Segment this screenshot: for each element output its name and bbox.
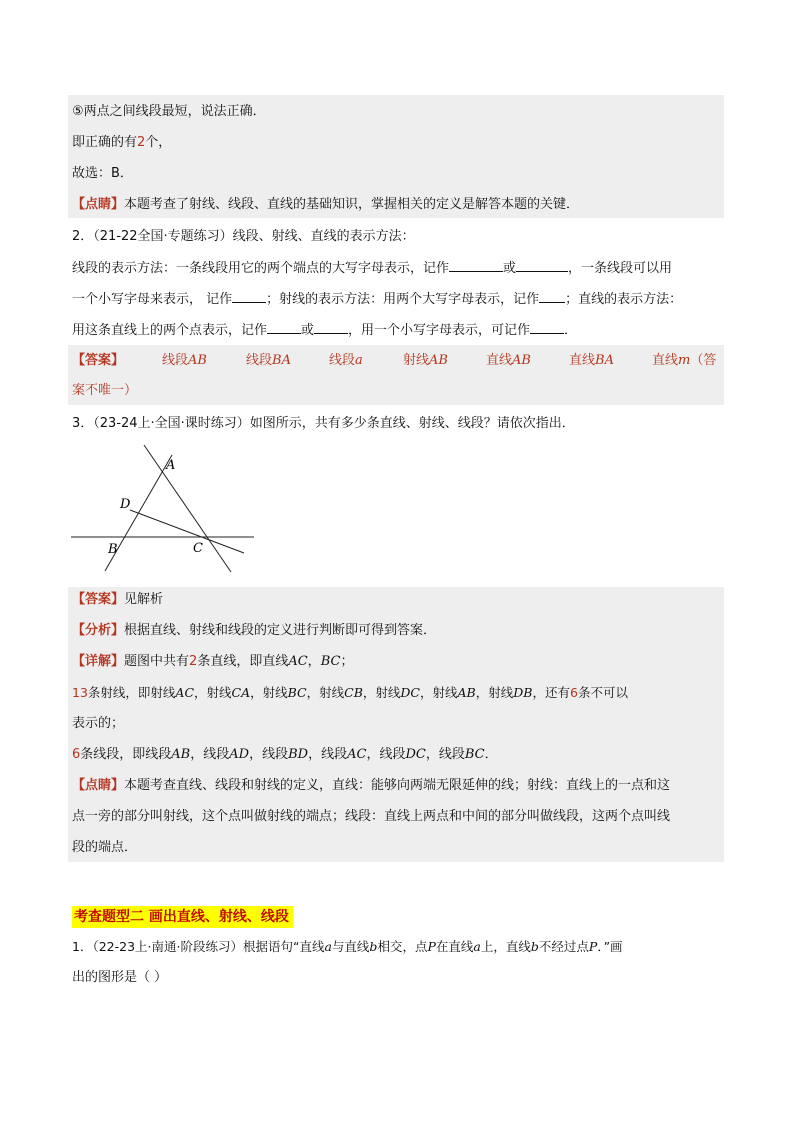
fill-blank[interactable] (267, 320, 301, 334)
q3-answer-line (72, 590, 163, 610)
answer-label: 【答案】 (72, 592, 125, 607)
q1-count-prefix: 即正确的有 (72, 135, 138, 150)
q1-count-suffix: 个， (145, 135, 172, 150)
number: 6 (569, 685, 578, 700)
q3-figure (68, 442, 268, 582)
fill-blank[interactable] (232, 289, 266, 303)
point-label-d: D (120, 497, 131, 512)
line-dc (130, 510, 244, 553)
fenxi-label: 【分析】 (72, 623, 125, 638)
q2-text: ． (564, 323, 578, 338)
q3-xiangjie-line-2 (72, 683, 628, 703)
text: ，射线 (194, 685, 232, 700)
symbol: BC (464, 747, 485, 762)
line-ac (144, 445, 231, 572)
text: ，射线 (362, 685, 401, 700)
text: 条不可以 (577, 685, 628, 700)
q1-choice-line (72, 164, 133, 184)
symbol: b (530, 939, 539, 954)
q3-fenxi-line (72, 621, 436, 641)
q2-answer-line (72, 351, 717, 371)
text: ， (307, 654, 321, 669)
answer-word: 线段 (246, 353, 273, 368)
text: 上，直线 (480, 939, 531, 954)
q2-answer-line-2 (72, 381, 137, 401)
answer-word: 直线 (569, 353, 596, 368)
q2-header (72, 227, 415, 247)
q2-answer-item (486, 351, 531, 371)
q1-item-5: ⑤两点之间线段最短，说法正确． (72, 104, 266, 119)
answer-note: （答 (690, 353, 717, 368)
symbol: a (473, 939, 481, 954)
text: 条射线，即射线 (87, 685, 176, 700)
answer-symbol: AB (429, 353, 448, 368)
q3-xiangjie-line-1 (72, 652, 353, 672)
s2-q1-line-1 (72, 937, 623, 957)
text: 题图中共有 (124, 654, 190, 669)
number: 2 (189, 654, 198, 669)
dianjing-label: 【点睛】 (72, 778, 125, 793)
symbol: CB (344, 685, 363, 700)
q1-count-line (72, 133, 171, 153)
q1-count-value: 2 (137, 135, 146, 150)
symbol: AC (175, 685, 195, 700)
text: 点一旁的部分叫射线，这个点叫做射线的端点；线段：直线上两点和中间的部分叫做线段，这两个点叫线 (72, 809, 671, 824)
q2-answer-item (652, 351, 716, 371)
q2-answer-item (329, 351, 363, 371)
text: 出的图形是（ ） (72, 970, 168, 985)
q2-text: ；射线的表示方法：用两个大写字母表示，记作 (266, 292, 540, 307)
q2-line-1 (72, 258, 672, 279)
q2-text: 或 (301, 323, 315, 338)
answer-symbol: m (678, 353, 691, 368)
q2-answer-item (246, 351, 291, 371)
text: ，线段 (249, 747, 289, 762)
text: ，射线 (306, 685, 345, 700)
text: 不经过点 (538, 939, 589, 954)
q3-dianjing-line-1 (72, 776, 670, 796)
answer-symbol: BA (595, 353, 614, 368)
q3-xiangjie-line-4 (72, 745, 498, 765)
fill-blank[interactable] (516, 258, 568, 272)
symbol: P (427, 939, 436, 954)
text: ，射线 (250, 685, 288, 700)
q1-dianjing-line (72, 195, 579, 215)
answer-symbol: AB (188, 353, 207, 368)
q3-xiangjie-line-3 (72, 714, 124, 734)
text: 在直线 (435, 939, 474, 954)
q2-text: 线段的表示方法：一条线段用它的两个端点的大写字母表示，记作 (72, 261, 450, 276)
text: 表示的； (72, 716, 125, 731)
s2-q1-line-2 (72, 968, 167, 988)
answer-word: 射线 (403, 353, 430, 368)
text: ，线段 (425, 747, 465, 762)
section-heading: 考查题型二 画出直线、射线、线段 (72, 906, 293, 928)
q3-header (72, 414, 575, 434)
q3-answer-text: 见解析 (124, 592, 164, 607)
symbol: AC (288, 654, 308, 669)
answer-label: 【答案】 (72, 353, 125, 368)
answer-symbol: a (355, 353, 363, 368)
text: ．”画 (597, 939, 623, 954)
text: 本题考查直线、线段和射线的定义，直线：能够向两端无限延伸的线；射线：直线上的一点和这 (124, 778, 671, 793)
text: ，射线 (475, 685, 514, 700)
q1-dianjing-text: 本题考查了射线、线段、直线的基础知识，掌握相关的定义是解答本题的关键． (124, 197, 580, 212)
text: 条直线，即直线 (197, 654, 289, 669)
text: ，还有 (532, 685, 570, 700)
fill-blank[interactable] (314, 320, 348, 334)
symbol: DC (405, 747, 426, 762)
symbol: DC (400, 685, 420, 700)
symbol: AD (229, 747, 250, 762)
text: ，射线 (420, 685, 458, 700)
q2-header-text: 2．（21-22全国·专题练习）线段、射线、直线的表示方法： (72, 229, 415, 244)
symbol: a (324, 939, 332, 954)
q3-header-text: 3．（23-24上·全国·课时练习）如图所示，共有多少条直线、射线、线段？请依次指出． (72, 416, 575, 431)
symbol: b (369, 939, 378, 954)
dianjing-label: 【点睛】 (72, 197, 125, 212)
answer-symbol: BA (272, 353, 291, 368)
text: ，线段 (190, 747, 230, 762)
symbol: AB (457, 685, 476, 700)
text: 段的端点． (72, 840, 138, 855)
symbol: AB (171, 747, 191, 762)
symbol: BC (287, 685, 307, 700)
text: 与直线 (331, 939, 370, 954)
symbol: P (588, 939, 598, 954)
q3-fenxi-text: 根据直线、射线和线段的定义进行判断即可得到答案． (124, 623, 437, 638)
q2-text: ；直线的表示方法： (565, 292, 683, 307)
q1-choice: 故选：B． (72, 166, 133, 181)
q2-text: 一个小写字母来表示， 记作 (72, 292, 233, 307)
symbol: BD (288, 747, 309, 762)
text: 1．（22-23上·南通·阶段练习）根据语句“直线 (72, 939, 325, 954)
answer-word: 直线 (652, 353, 679, 368)
q2-answer-item (403, 351, 448, 371)
text: 相交，点 (377, 939, 428, 954)
fill-blank[interactable] (449, 258, 503, 272)
q2-text: ，用一个小写字母表示，可记作 (348, 323, 531, 338)
q2-answer-item (162, 351, 207, 371)
symbol: BC (320, 654, 341, 669)
number: 13 (72, 685, 88, 700)
q2-answer-item (569, 351, 614, 371)
q3-dianjing-line-2 (72, 807, 670, 827)
point-label-b: B (108, 542, 118, 557)
symbol: CA (231, 685, 251, 700)
text: ，线段 (308, 747, 348, 762)
answer-word: 直线 (486, 353, 513, 368)
answer-word: 线段 (162, 353, 189, 368)
answer-word: 线段 (329, 353, 356, 368)
q1-line-5 (72, 102, 266, 122)
text: ； (340, 654, 354, 669)
text: 条线段，即线段 (80, 747, 172, 762)
fill-blank[interactable] (539, 289, 565, 303)
answer-note: 案不唯一） (72, 383, 138, 398)
text: ，线段 (366, 747, 406, 762)
text: ． (484, 747, 498, 762)
fill-blank[interactable] (530, 320, 564, 334)
q2-line-3 (72, 320, 577, 341)
number: 6 (72, 747, 81, 762)
point-label-c: C (193, 541, 203, 556)
answer-symbol: AB (512, 353, 531, 368)
xiangjie-label: 【详解】 (72, 654, 125, 669)
point-label-a: A (166, 458, 176, 473)
q2-text: 或 (503, 261, 517, 276)
symbol: AC (347, 747, 367, 762)
q3-dianjing-line-3 (72, 838, 137, 858)
q2-text: 用这条直线上的两个点表示，记作 (72, 323, 268, 338)
q2-text: ，一条线段可以用 (568, 261, 673, 276)
symbol: DB (513, 685, 533, 700)
q2-line-2 (72, 289, 682, 310)
